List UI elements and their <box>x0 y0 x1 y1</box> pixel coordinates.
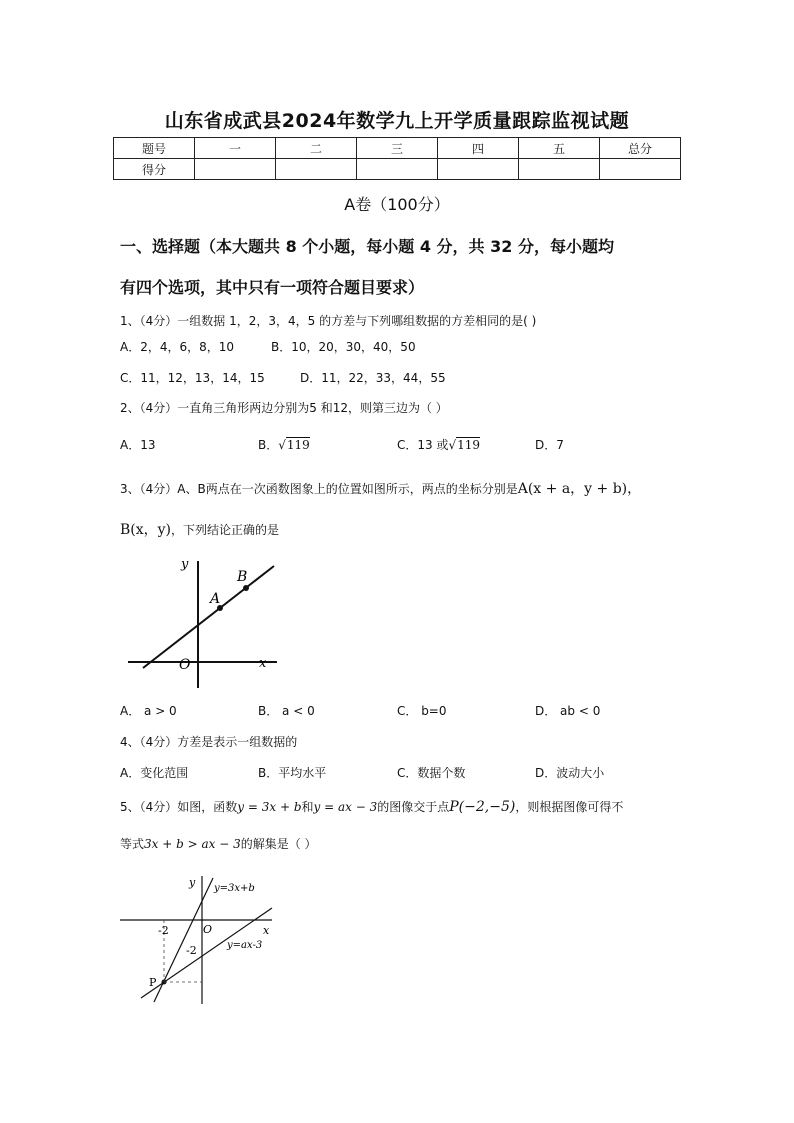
q3-option-c: C． b=0 <box>397 704 447 718</box>
part1-heading-line2: 有四个选项，其中只有一项符合题目要求） <box>120 278 425 297</box>
score-table-header-cell: 五 <box>519 138 600 159</box>
q1-option-d: D．11，22，33，44，55 <box>300 371 446 385</box>
q2-option-a: A．13 <box>120 438 156 452</box>
q2-option-b-prefix: B． <box>258 438 279 452</box>
q5-y-label: y <box>189 876 196 889</box>
sqrt-symbol: √ <box>448 438 457 452</box>
q1-option-b: B．10，20，30，40，50 <box>271 340 416 354</box>
q3-option-a: A． a > 0 <box>120 704 177 718</box>
page-title: 山东省成武县2024年数学九上开学质量跟踪监视试题 <box>164 110 630 132</box>
q2-option-c <box>397 436 480 453</box>
q1-option-c: C．11，12，13，14，15 <box>120 371 265 385</box>
q5-stem-text: 的解集是（ ） <box>240 837 317 851</box>
q4-option-b: B．平均水平 <box>258 766 327 780</box>
q5-line1-label: y=3x+b <box>214 883 255 894</box>
score-table-header-row <box>114 138 681 159</box>
q2-option-c-prefix: C．13 或 <box>397 438 449 452</box>
q5-intersection-point: P(−2,−5) <box>449 799 516 815</box>
q3-origin-label: O <box>179 657 191 673</box>
score-table-header-cell: 总分 <box>600 138 681 159</box>
q5-x-label: x <box>263 924 270 937</box>
q3-point-b-coords: B(x，y) <box>120 522 172 538</box>
q3-stem-line2 <box>120 519 279 539</box>
q4-option-a: A．变化范围 <box>120 766 189 780</box>
q2-stem: 2、（4分）一直角三角形两边分别为5 和12，则第三边为（ ） <box>120 401 448 415</box>
score-table-header-cell: 一 <box>195 138 276 159</box>
q4-option-d: D．波动大小 <box>535 766 605 780</box>
q5-function-2: y = ax − 3 <box>313 800 378 814</box>
score-table-header-cell: 三 <box>357 138 438 159</box>
q5-stem-text: ，则根据图像可得不 <box>515 800 624 814</box>
section-a-title: A卷（100分） <box>344 195 450 214</box>
score-table-header-cell: 二 <box>276 138 357 159</box>
q5-stem-line2 <box>120 835 317 852</box>
score-table-header-cell: 四 <box>438 138 519 159</box>
score-input-cell[interactable] <box>357 159 438 180</box>
q5-tick-neg2-x: -2 <box>158 924 169 937</box>
score-row-label: 得分 <box>114 159 195 180</box>
q3-stem-text: 3、（4分）A、B两点在一次函数图象上的位置如图所示，两点的坐标分别是 <box>120 482 518 496</box>
q5-origin-label: O <box>203 923 213 936</box>
score-input-cell[interactable] <box>600 159 681 180</box>
q5-stem-text: 的图像交于点 <box>377 800 450 814</box>
q3-option-b: B． a < 0 <box>258 704 315 718</box>
q3-point-b <box>243 585 249 591</box>
score-table-header-cell: 题号 <box>114 138 195 159</box>
q3-stem-line1 <box>120 478 641 498</box>
q1-stem: 1、（4分）一组数据 1，2，3，4，5 的方差与下列哪组数据的方差相同的是( ) <box>120 314 537 328</box>
q3-function-line <box>143 566 274 668</box>
q1-option-a: A．2，4，6，8，10 <box>120 340 235 354</box>
score-input-cell[interactable] <box>276 159 357 180</box>
score-table <box>113 137 681 180</box>
q3-a-label: A <box>210 591 221 607</box>
score-input-cell[interactable] <box>519 159 600 180</box>
q5-line-2 <box>141 908 272 998</box>
score-input-cell[interactable] <box>195 159 276 180</box>
q5-p-label: P <box>149 976 157 989</box>
q3-b-label: B <box>237 569 248 585</box>
q3-stem-text-2: ，下列结论正确的是 <box>171 523 280 537</box>
q4-option-c: C．数据个数 <box>397 766 466 780</box>
q5-stem-text: 和 <box>301 800 314 814</box>
q5-line2-label: y=ax-3 <box>227 940 263 951</box>
q2-option-d: D．7 <box>535 438 564 452</box>
q4-stem: 4、（4分）方差是表示一组数据的 <box>120 735 298 749</box>
q5-stem-text: 等式 <box>120 837 145 851</box>
q3-graph <box>120 553 285 693</box>
q5-tick-neg2-y: -2 <box>186 944 197 957</box>
q5-stem-line1 <box>120 798 623 815</box>
sqrt-symbol: √ <box>278 438 286 452</box>
q5-function-1: y = 3x + b <box>237 800 302 814</box>
q3-point-a-coords: A(x + a，y + b)， <box>517 481 642 497</box>
part1-heading-line1: 一、选择题（本大题共 8 个小题，每小题 4 分，共 32 分，每小题均 <box>120 237 614 256</box>
q5-graph <box>117 872 282 1007</box>
score-input-cell[interactable] <box>438 159 519 180</box>
q2-option-c-radicand: 119 <box>457 438 481 452</box>
q2-option-b-radicand: 119 <box>286 438 310 452</box>
q5-stem-text: 5、（4分）如图，函数 <box>120 800 238 814</box>
q3-y-label: y <box>181 557 189 572</box>
score-table-score-row <box>114 159 681 180</box>
q2-option-b <box>258 436 310 453</box>
q3-option-d: D． ab < 0 <box>535 704 601 718</box>
q3-x-label: x <box>259 656 267 671</box>
q5-inequality: 3x + b > ax − 3 <box>144 837 241 851</box>
